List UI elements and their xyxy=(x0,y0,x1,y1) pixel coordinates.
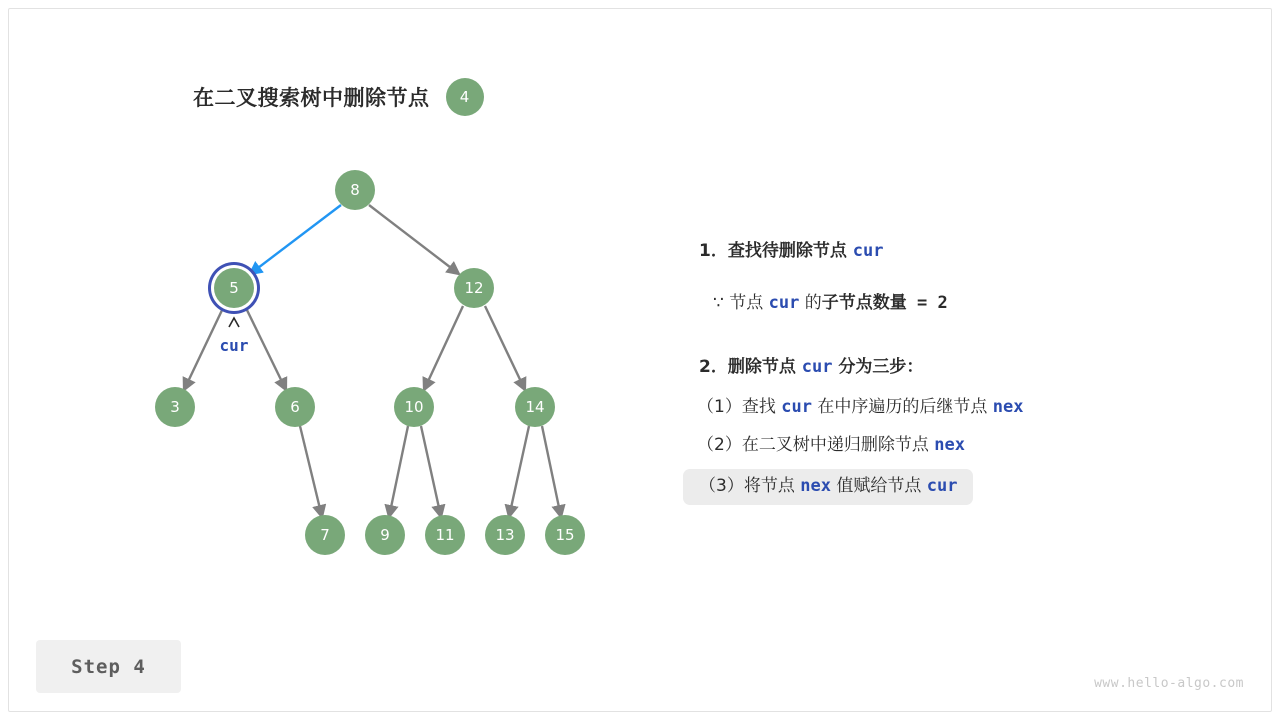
sub1-var-cur: cur xyxy=(781,397,812,417)
step1-var-cur: cur xyxy=(852,241,884,261)
sub2-var-nex: nex xyxy=(934,435,965,455)
explanation-step-1 xyxy=(699,243,883,260)
step-badge: 4 xyxy=(446,78,484,116)
sub1-middle: 在中序遍历的后继节点 xyxy=(811,397,993,417)
sub3-middle: 值赋给节点 xyxy=(830,476,927,496)
footer-url: www.hello-algo.com xyxy=(1094,676,1244,691)
step2-suffix: 分为三步： xyxy=(832,357,924,377)
reason-prefix: ∵ 节点 xyxy=(713,293,769,313)
reason-middle: 的 xyxy=(799,293,822,313)
tree-node[interactable]: 13 xyxy=(485,515,525,555)
sub1-var-nex: nex xyxy=(992,397,1024,417)
cur-pointer-label: cur xyxy=(219,336,249,355)
tree-node[interactable]: 12 xyxy=(454,268,494,308)
sub2-prefix: （2）在二叉树中递归删除节点 xyxy=(697,435,935,455)
sub1-prefix: （1）查找 xyxy=(697,397,782,417)
tree-node[interactable]: 15 xyxy=(545,515,585,555)
sub3-var-nex: nex xyxy=(800,476,831,496)
explanation-substep-1 xyxy=(697,399,1023,416)
tree-node[interactable]: 10 xyxy=(394,387,434,427)
reason-value: 2 xyxy=(937,293,948,313)
step-indicator xyxy=(36,640,181,693)
tree-node[interactable]: 14 xyxy=(515,387,555,427)
tree-node[interactable]: 9 xyxy=(365,515,405,555)
sub3-var-cur: cur xyxy=(926,476,958,496)
explanation-substep-3-highlighted xyxy=(683,469,973,505)
tree-node[interactable]: 6 xyxy=(275,387,315,427)
step2-var-cur: cur xyxy=(801,357,833,377)
tree-node[interactable]: 11 xyxy=(425,515,465,555)
binary-search-tree xyxy=(0,0,660,620)
tree-node-cur[interactable]: 5 xyxy=(214,268,254,308)
step2-prefix: 2．删除节点 xyxy=(699,357,802,377)
explanation-reason xyxy=(713,295,948,312)
page-title-text: 在二叉搜索树中删除节点 xyxy=(193,86,430,110)
explanation-substep-2 xyxy=(697,437,965,454)
reason-equals: = xyxy=(906,293,938,313)
reason-var-cur: cur xyxy=(768,293,800,313)
sub3-prefix: （3）将节点 xyxy=(699,476,801,496)
tree-node[interactable]: 8 xyxy=(335,170,375,210)
tree-node[interactable]: 7 xyxy=(305,515,345,555)
step-indicator-label: Step 4 xyxy=(71,655,146,678)
step1-prefix: 1．查找待删除节点 xyxy=(699,241,853,261)
explanation-step-2 xyxy=(699,359,923,376)
reason-bold-text: 子节点数量 xyxy=(821,293,907,313)
tree-node[interactable]: 3 xyxy=(155,387,195,427)
